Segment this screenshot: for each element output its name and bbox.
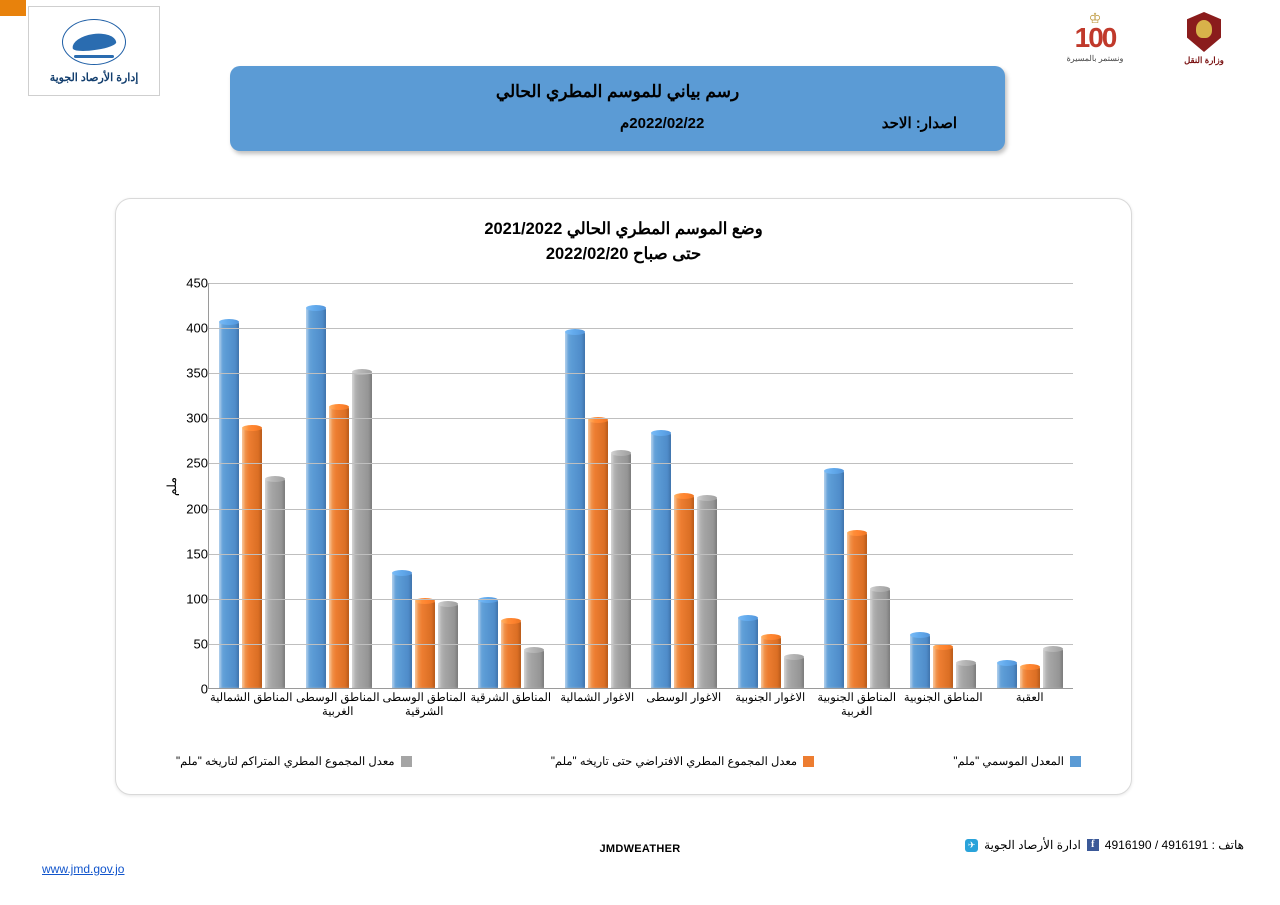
legend-swatch-icon: [1070, 756, 1081, 767]
bar-group: [209, 283, 295, 688]
plot-area: [208, 283, 1073, 689]
ministry-crest-icon: [1187, 12, 1221, 52]
centenary-number: 100: [1074, 22, 1116, 53]
bar-series-0: [738, 618, 758, 688]
bar-series-2: [352, 372, 372, 688]
legend-item-0[interactable]: [953, 754, 1081, 768]
y-tick-label: 450: [186, 275, 208, 291]
y-tick-label: 0: [200, 681, 208, 697]
bar-series-0: [219, 322, 239, 688]
y-tick-label: 200: [186, 501, 208, 517]
logo-base-shape: [74, 55, 114, 58]
bar-series-2: [1043, 649, 1063, 688]
y-tick-label: 250: [186, 455, 208, 471]
gridline: [209, 554, 1073, 555]
legend-item-1[interactable]: [551, 754, 814, 768]
jmd-logo-box: [28, 6, 160, 96]
x-tick-label: المناطق الوسطى الشرقية: [382, 692, 467, 718]
y-tick-label: 100: [186, 591, 208, 607]
bar-series-0: [306, 308, 326, 688]
bar-series-2: [265, 479, 285, 688]
bar-series-1: [1020, 667, 1040, 688]
issue-label: اصدار: الاحد: [881, 115, 957, 132]
orange-accent-stripe: [0, 0, 26, 16]
gridline: [209, 644, 1073, 645]
x-tick-label: الاغوار الجنوبية: [735, 692, 806, 704]
gridline: [209, 283, 1073, 284]
x-axis-tick-labels: [208, 691, 1073, 719]
chart-title-line1: وضع الموسم المطري الحالي 2021/2022: [484, 220, 763, 238]
y-tick-label: 400: [186, 320, 208, 336]
bar-group: [900, 283, 986, 688]
ministry-emblem: [1165, 12, 1243, 84]
bar-series-2: [870, 589, 890, 688]
chart-card: [115, 198, 1132, 795]
bar-series-2: [697, 498, 717, 688]
x-tick-label: المناطق الجنوبية: [903, 692, 983, 704]
bar-series-1: [242, 428, 262, 688]
gridline: [209, 599, 1073, 600]
gridline: [209, 328, 1073, 329]
gridline: [209, 463, 1073, 464]
y-tick-label: 300: [186, 410, 208, 426]
x-tick-label: المناطق الشرقية: [470, 692, 552, 704]
gridline: [209, 373, 1073, 374]
bar-group: [814, 283, 900, 688]
centenary-subtitle: ونستمر بالمسيرة: [1066, 54, 1124, 63]
bar-series-2: [784, 657, 804, 688]
bar-groups: [209, 283, 1073, 688]
x-tick-label: المناطق الشمالية: [209, 692, 293, 704]
y-axis-tick-labels: [146, 275, 208, 697]
legend-label: معدل المجموع المطري الافتراضي حتى تاريخه "ملم": [550, 756, 798, 768]
facebook-icon[interactable]: f: [1087, 839, 1099, 851]
bar-series-1: [761, 637, 781, 688]
phone-text: هاتف : 4916191 / 4916190: [1104, 838, 1244, 852]
bar-group: [295, 283, 381, 688]
logo-caption: إدارة الأرصاد الجوية: [49, 71, 139, 84]
bar-series-1: [329, 407, 349, 688]
gridline: [209, 509, 1073, 510]
chart-title-line2: حتى صباح 2022/02/20: [545, 245, 702, 263]
bar-series-2: [611, 453, 631, 688]
y-axis-title: ملم: [165, 477, 179, 497]
x-tick-label: المناطق الجنوبية الغربية: [817, 692, 897, 718]
x-tick-label: الاغوار الوسطى: [646, 692, 722, 704]
top-bar: [0, 0, 1280, 8]
banner-title: رسم بياني للموسم المطري الحالي: [495, 82, 740, 101]
legend-swatch-icon: [401, 756, 412, 767]
x-tick-label: الاغوار الشمالية: [560, 692, 635, 704]
bar-series-0: [392, 573, 412, 688]
chart-legend: [176, 754, 1081, 768]
bar-series-0: [997, 663, 1017, 688]
website-link[interactable]: www.jmd.gov.jo: [42, 862, 125, 876]
legend-item-2[interactable]: [176, 754, 412, 768]
bar-series-0: [910, 635, 930, 688]
ministry-label: وزارة النقل: [1184, 55, 1224, 65]
footer-center-text: JMDWEATHER: [599, 843, 681, 855]
bar-group: [641, 283, 727, 688]
y-tick-label: 150: [186, 546, 208, 562]
y-tick-label: 50: [193, 636, 208, 652]
bar-series-1: [847, 533, 867, 688]
bar-group: [555, 283, 641, 688]
org-text: ادارة الأرصاد الجوية: [984, 838, 1081, 852]
bar-group: [468, 283, 554, 688]
logo-swoosh-shape: [71, 31, 117, 53]
issue-date: 2022/02/22م: [620, 115, 705, 132]
telegram-icon[interactable]: ✈: [965, 839, 978, 852]
bar-series-0: [824, 471, 844, 688]
x-tick-label: العقبة: [1015, 692, 1044, 704]
bar-series-1: [501, 621, 521, 688]
bar-group: [727, 283, 813, 688]
bar-series-2: [524, 650, 544, 688]
title-banner: [230, 66, 1005, 151]
x-tick-label: المناطق الوسطى الغربية: [295, 692, 380, 718]
centenary-emblem: [1060, 12, 1130, 84]
jmd-logo-icon: [62, 19, 126, 65]
plot-wrapper: [116, 199, 1131, 794]
bar-series-1: [933, 647, 953, 688]
bar-series-0: [565, 332, 585, 688]
bar-group: [382, 283, 468, 688]
legend-label: المعدل الموسمي "ملم": [953, 756, 1064, 768]
y-tick-label: 350: [186, 365, 208, 381]
crown-icon: ♔: [1088, 10, 1102, 26]
legend-swatch-icon: [803, 756, 814, 767]
bar-series-2: [438, 604, 458, 688]
bar-series-1: [674, 496, 694, 688]
bar-series-0: [651, 433, 671, 688]
gridline: [209, 418, 1073, 419]
bar-series-2: [956, 663, 976, 688]
footer-contact: [965, 838, 1244, 852]
legend-label: معدل المجموع المطري المتراكم لتاريخه "ملم": [176, 756, 395, 768]
bar-group: [987, 283, 1073, 688]
